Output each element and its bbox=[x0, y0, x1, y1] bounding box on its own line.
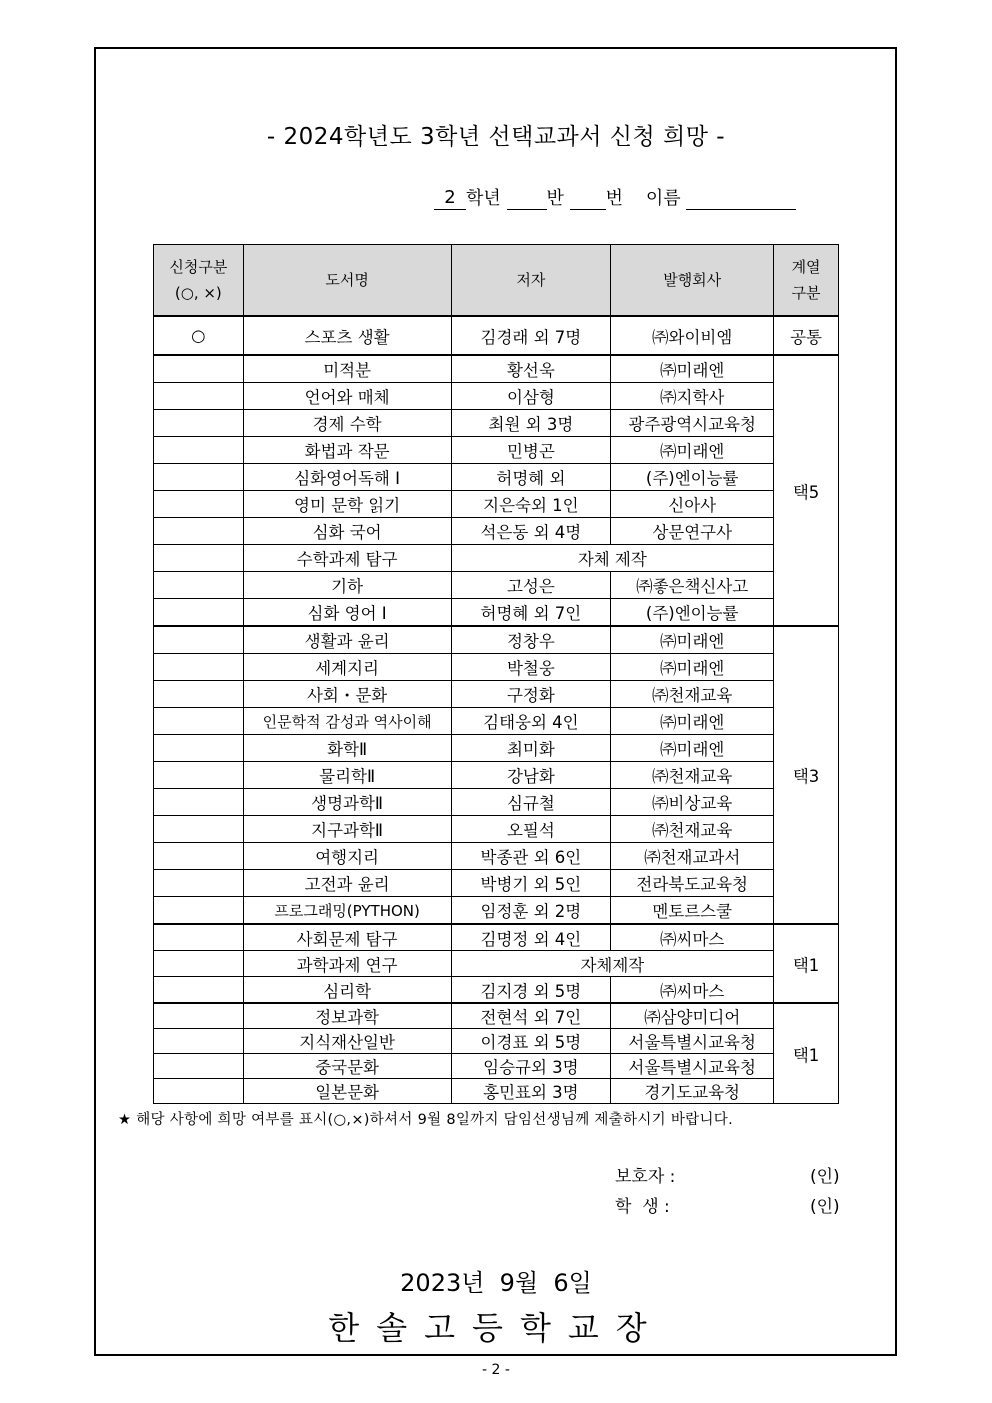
author-cell: 임승규외 3명 bbox=[451, 1054, 611, 1079]
book-cell: 지식재산일반 bbox=[243, 1029, 451, 1054]
book-cell: 심화 영어 Ⅰ bbox=[243, 599, 451, 627]
book-cell: 수학과제 탐구 bbox=[243, 545, 451, 572]
author-cell: 심규철 bbox=[451, 789, 611, 816]
author-cell: 전현석 외 7인 bbox=[451, 1003, 611, 1029]
author-cell: 홍민표외 3명 bbox=[451, 1079, 611, 1104]
merged-cell: 자체 제작 bbox=[451, 545, 774, 572]
publisher-cell: ㈜씨마스 bbox=[611, 924, 774, 951]
book-cell: 지구과학Ⅱ bbox=[243, 816, 451, 843]
book-cell: 여행지리 bbox=[243, 843, 451, 870]
table-row bbox=[154, 437, 839, 464]
author-cell: 박병기 외 5인 bbox=[451, 870, 611, 897]
publisher-cell: ㈜미래엔 bbox=[611, 708, 774, 735]
publisher-cell: ㈜와이비엠 bbox=[611, 316, 774, 355]
apply-cell[interactable] bbox=[154, 491, 244, 518]
publisher-cell: 멘토르스쿨 bbox=[611, 897, 774, 925]
author-cell: 김태웅외 4인 bbox=[451, 708, 611, 735]
book-cell: 심화영어독해 Ⅰ bbox=[243, 464, 451, 491]
book-cell: 정보과학 bbox=[243, 1003, 451, 1029]
publisher-cell: 광주광역시교육청 bbox=[611, 410, 774, 437]
apply-cell[interactable]: ○ bbox=[154, 316, 244, 355]
apply-cell[interactable] bbox=[154, 816, 244, 843]
author-cell: 황선욱 bbox=[451, 355, 611, 383]
number-label: 번 bbox=[605, 188, 624, 209]
table-row bbox=[154, 1079, 839, 1104]
header-apply: 신청구분 (○, ×) bbox=[154, 245, 244, 317]
publisher-cell: ㈜미래엔 bbox=[611, 735, 774, 762]
book-cell: 인문학적 감성과 역사이해 bbox=[243, 708, 451, 735]
header-track: 계열 구분 bbox=[774, 245, 839, 317]
author-cell: 이삼형 bbox=[451, 383, 611, 410]
publisher-cell: 서울특별시교육청 bbox=[611, 1029, 774, 1054]
book-cell: 일본문화 bbox=[243, 1079, 451, 1104]
name-label: 이름 bbox=[645, 188, 681, 209]
author-cell: 강남화 bbox=[451, 762, 611, 789]
publisher-cell: ㈜천재교육 bbox=[611, 681, 774, 708]
apply-cell[interactable] bbox=[154, 383, 244, 410]
table-row bbox=[154, 951, 839, 977]
header-book: 도서명 bbox=[243, 245, 451, 317]
author-cell: 허명혜 외 7인 bbox=[451, 599, 611, 627]
book-cell: 스포츠 생활 bbox=[243, 316, 451, 355]
apply-cell[interactable] bbox=[154, 1029, 244, 1054]
table-row bbox=[154, 491, 839, 518]
author-cell: 이경표 외 5명 bbox=[451, 1029, 611, 1054]
publisher-cell: 전라북도교육청 bbox=[611, 870, 774, 897]
publisher-cell: ㈜미래엔 bbox=[611, 626, 774, 654]
author-cell: 허명혜 외 bbox=[451, 464, 611, 491]
book-cell: 미적분 bbox=[243, 355, 451, 383]
book-cell: 기하 bbox=[243, 572, 451, 599]
track-cell: 택5 bbox=[774, 355, 839, 626]
book-cell: 프로그래밍(PYTHON) bbox=[243, 897, 451, 925]
author-cell: 김경래 외 7명 bbox=[451, 316, 611, 355]
student-label: 학 생 : bbox=[615, 1197, 670, 1217]
publisher-cell: ㈜좋은책신사고 bbox=[611, 572, 774, 599]
author-cell: 박종관 외 6인 bbox=[451, 843, 611, 870]
table-row bbox=[154, 789, 839, 816]
book-cell: 화법과 작문 bbox=[243, 437, 451, 464]
apply-cell[interactable] bbox=[154, 1003, 244, 1029]
book-cell: 화학Ⅱ bbox=[243, 735, 451, 762]
author-cell: 구정화 bbox=[451, 681, 611, 708]
publisher-cell: 상문연구사 bbox=[611, 518, 774, 545]
book-cell: 세계지리 bbox=[243, 654, 451, 681]
elective-group-1 bbox=[154, 355, 839, 626]
table-row bbox=[154, 897, 839, 925]
book-cell: 과학과제 연구 bbox=[243, 951, 451, 977]
table-row bbox=[154, 626, 839, 654]
track-cell: 택1 bbox=[774, 1003, 839, 1104]
table-row bbox=[154, 599, 839, 627]
publisher-cell: (주)엔이능률 bbox=[611, 464, 774, 491]
header-author: 저자 bbox=[451, 245, 611, 317]
book-cell: 물리학Ⅱ bbox=[243, 762, 451, 789]
book-cell: 중국문화 bbox=[243, 1054, 451, 1079]
book-cell: 영미 문학 읽기 bbox=[243, 491, 451, 518]
apply-cell[interactable] bbox=[154, 924, 244, 951]
apply-cell[interactable] bbox=[154, 518, 244, 545]
apply-cell[interactable] bbox=[154, 735, 244, 762]
table-row bbox=[154, 572, 839, 599]
publisher-cell: ㈜천재교육 bbox=[611, 762, 774, 789]
guardian-label: 보호자 : bbox=[615, 1167, 676, 1187]
publisher-cell: ㈜미래엔 bbox=[611, 437, 774, 464]
book-cell: 언어와 매체 bbox=[243, 383, 451, 410]
author-cell: 임정훈 외 2명 bbox=[451, 897, 611, 925]
table-row bbox=[154, 410, 839, 437]
track-cell: 택1 bbox=[774, 924, 839, 1003]
book-cell: 심화 국어 bbox=[243, 518, 451, 545]
publisher-cell: ㈜씨마스 bbox=[611, 977, 774, 1004]
book-cell: 생활과 윤리 bbox=[243, 626, 451, 654]
merged-cell: 자체제작 bbox=[451, 951, 774, 977]
class-field[interactable] bbox=[507, 187, 547, 210]
author-cell: 김지경 외 5명 bbox=[451, 977, 611, 1004]
table-row bbox=[154, 924, 839, 951]
student-seal[interactable]: (인) bbox=[810, 1197, 840, 1217]
apply-cell[interactable] bbox=[154, 1079, 244, 1104]
guardian-seal[interactable]: (인) bbox=[810, 1167, 840, 1187]
table-row bbox=[154, 762, 839, 789]
publisher-cell: 신아사 bbox=[611, 491, 774, 518]
apply-cell[interactable] bbox=[154, 410, 244, 437]
table-row bbox=[154, 383, 839, 410]
table-row bbox=[154, 1003, 839, 1029]
elective-group-3 bbox=[154, 924, 839, 1003]
table-row bbox=[154, 316, 839, 355]
header-publisher: 발행회사 bbox=[611, 245, 774, 317]
apply-cell[interactable] bbox=[154, 951, 244, 977]
book-cell: 고전과 윤리 bbox=[243, 870, 451, 897]
table-row bbox=[154, 355, 839, 383]
book-cell: 생명과학Ⅱ bbox=[243, 789, 451, 816]
author-cell: 석은동 외 4명 bbox=[451, 518, 611, 545]
page-number: - 2 - bbox=[482, 1362, 510, 1378]
apply-cell[interactable] bbox=[154, 897, 244, 925]
book-cell: 사회・문화 bbox=[243, 681, 451, 708]
publisher-cell: ㈜천재교육 bbox=[611, 816, 774, 843]
document-date: 2023년 9월 6일 bbox=[400, 1269, 592, 1297]
student-info-line bbox=[434, 184, 796, 210]
apply-cell[interactable] bbox=[154, 977, 244, 1004]
table-row bbox=[154, 681, 839, 708]
apply-cell[interactable] bbox=[154, 572, 244, 599]
apply-cell[interactable] bbox=[154, 654, 244, 681]
table-row bbox=[154, 735, 839, 762]
book-cell: 사회문제 탐구 bbox=[243, 924, 451, 951]
author-cell: 최원 외 3명 bbox=[451, 410, 611, 437]
school-principal: 한솔고등학교장 bbox=[328, 1309, 664, 1347]
apply-cell[interactable] bbox=[154, 789, 244, 816]
number-field[interactable] bbox=[570, 187, 606, 210]
track-cell: 공통 bbox=[774, 316, 839, 355]
table-row bbox=[154, 977, 839, 1004]
book-cell: 경제 수학 bbox=[243, 410, 451, 437]
apply-cell[interactable] bbox=[154, 843, 244, 870]
table-row bbox=[154, 464, 839, 491]
publisher-cell: ㈜천재교과서 bbox=[611, 843, 774, 870]
elective-group-2 bbox=[154, 626, 839, 924]
publisher-cell: 서울특별시교육청 bbox=[611, 1054, 774, 1079]
table-row bbox=[154, 708, 839, 735]
class-label: 반 bbox=[546, 188, 564, 209]
table-row bbox=[154, 654, 839, 681]
table-row bbox=[154, 816, 839, 843]
publisher-cell: (주)엔이능률 bbox=[611, 599, 774, 627]
publisher-cell: ㈜지학사 bbox=[611, 383, 774, 410]
author-cell: 정창우 bbox=[451, 626, 611, 654]
author-cell: 최미화 bbox=[451, 735, 611, 762]
author-cell: 민병곤 bbox=[451, 437, 611, 464]
apply-cell[interactable] bbox=[154, 545, 244, 572]
apply-cell[interactable] bbox=[154, 1054, 244, 1079]
apply-cell[interactable] bbox=[154, 681, 244, 708]
apply-cell[interactable] bbox=[154, 626, 244, 654]
apply-cell[interactable] bbox=[154, 599, 244, 627]
author-cell: 지은숙외 1인 bbox=[451, 491, 611, 518]
textbook-table bbox=[153, 244, 839, 1104]
instruction-note: ★ 해당 사항에 희망 여부를 표시(○,×)하셔서 9월 8일까지 담임선생님께 제출하시기 바랍니다. bbox=[118, 1112, 734, 1128]
book-cell: 심리학 bbox=[243, 977, 451, 1004]
track-cell: 택3 bbox=[774, 626, 839, 924]
elective-group-4 bbox=[154, 1003, 839, 1104]
publisher-cell: 경기도교육청 bbox=[611, 1079, 774, 1104]
grade-label: 학년 bbox=[466, 188, 501, 209]
table-row bbox=[154, 870, 839, 897]
publisher-cell: ㈜미래엔 bbox=[611, 355, 774, 383]
page-title: - 2024학년도 3학년 선택교과서 신청 희망 - bbox=[266, 124, 726, 150]
apply-cell[interactable] bbox=[154, 708, 244, 735]
table-row bbox=[154, 843, 839, 870]
apply-cell[interactable] bbox=[154, 437, 244, 464]
apply-cell[interactable] bbox=[154, 762, 244, 789]
apply-cell[interactable] bbox=[154, 464, 244, 491]
name-field[interactable] bbox=[686, 187, 796, 210]
table-row bbox=[154, 518, 839, 545]
author-cell: 김명정 외 4인 bbox=[451, 924, 611, 951]
apply-cell[interactable] bbox=[154, 355, 244, 383]
author-cell: 오필석 bbox=[451, 816, 611, 843]
publisher-cell: ㈜비상교육 bbox=[611, 789, 774, 816]
apply-cell[interactable] bbox=[154, 870, 244, 897]
publisher-cell: ㈜미래엔 bbox=[611, 654, 774, 681]
publisher-cell: ㈜삼양미디어 bbox=[611, 1003, 774, 1029]
table-row bbox=[154, 1029, 839, 1054]
common-group bbox=[154, 316, 839, 355]
grade-value[interactable]: 2 bbox=[434, 187, 466, 210]
table-row bbox=[154, 1054, 839, 1079]
author-cell: 박철웅 bbox=[451, 654, 611, 681]
table-row bbox=[154, 545, 839, 572]
author-cell: 고성은 bbox=[451, 572, 611, 599]
